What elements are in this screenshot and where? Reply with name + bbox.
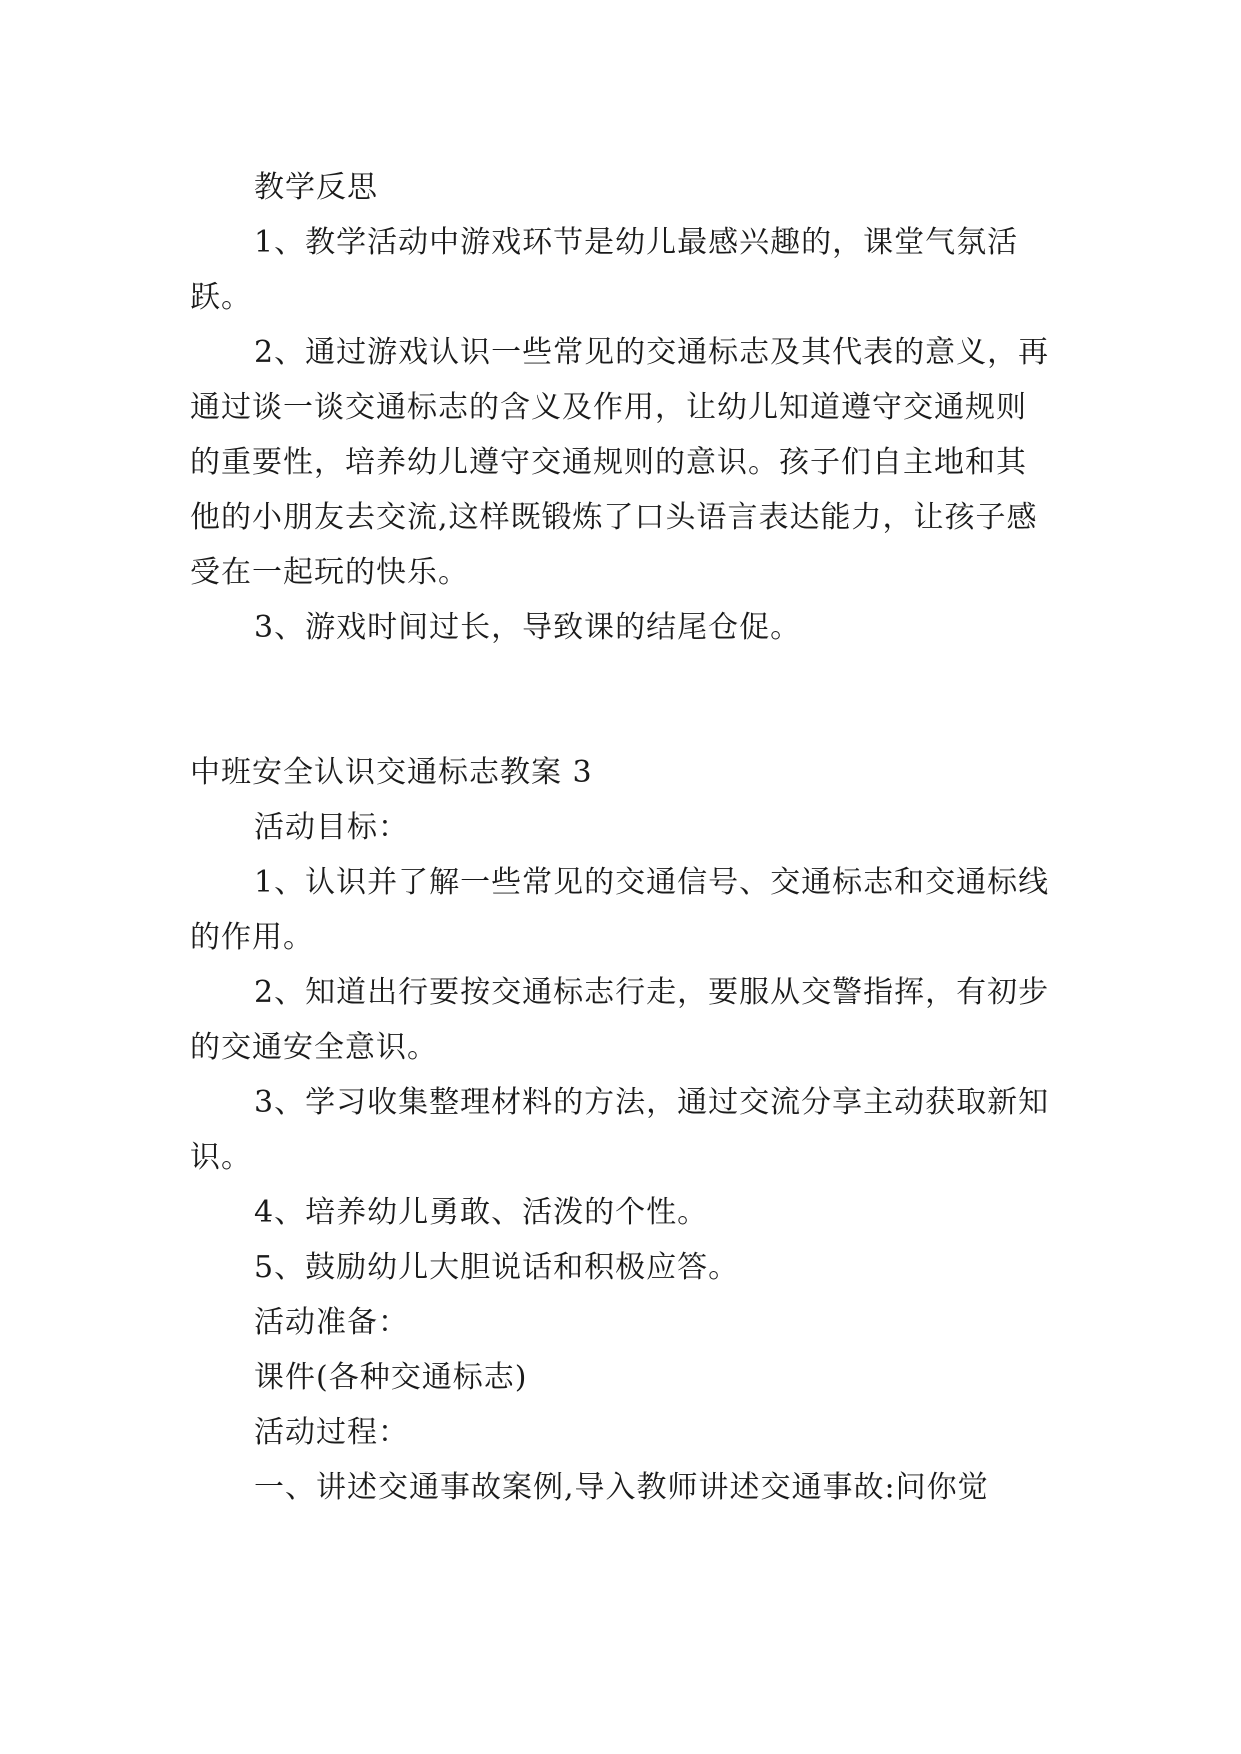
reflection-paragraph-3: 3、游戏时间过长，导致课的结尾仓促。 (254, 610, 802, 645)
goal-item-4: 4、培养幼儿勇敢、活泼的个性。 (254, 1195, 709, 1230)
process-label: 活动过程： (254, 1415, 409, 1450)
goal-item-5: 5、鼓励幼儿大胆说话和积极应答。 (254, 1250, 740, 1285)
reflection-paragraph-2: 2、通过游戏认识一些常见的交通标志及其代表的意义，再通过谈一谈交通标志的含义及作用，让幼儿知道遵守交通规则的重要性，培养幼儿遵守交通规则的意识。孩子们自主地和其他的小朋友去交流,这样既锻炼了口头语言表达能力，让孩子感受在一起玩的快乐。 (190, 335, 1050, 590)
prep-item: 课件(各种交通标志) (254, 1360, 528, 1395)
lesson-heading: 中班安全认识交通标志教案 3 (190, 755, 593, 790)
prep-label: 活动准备： (254, 1305, 409, 1340)
document-page (190, 160, 1052, 1515)
process-step-1: 一、讲述交通事故案例,导入教师讲述交通事故:问你觉 (254, 1470, 989, 1505)
goal-item-2: 2、知道出行要按交通标志行走，要服从交警指挥，有初步的交通安全意识。 (190, 975, 1050, 1065)
goal-item-3: 3、学习收集整理材料的方法，通过交流分享主动获取新知识。 (190, 1085, 1050, 1175)
reflection-paragraph-1: 1、教学活动中游戏环节是幼儿最感兴趣的，课堂气氛活跃。 (190, 225, 1019, 315)
goals-label: 活动目标： (254, 810, 409, 845)
section-title-reflection: 教学反思 (254, 170, 378, 205)
goal-item-1: 1、认识并了解一些常见的交通信号、交通标志和交通标线的作用。 (190, 865, 1050, 955)
section-gap (190, 655, 1052, 745)
